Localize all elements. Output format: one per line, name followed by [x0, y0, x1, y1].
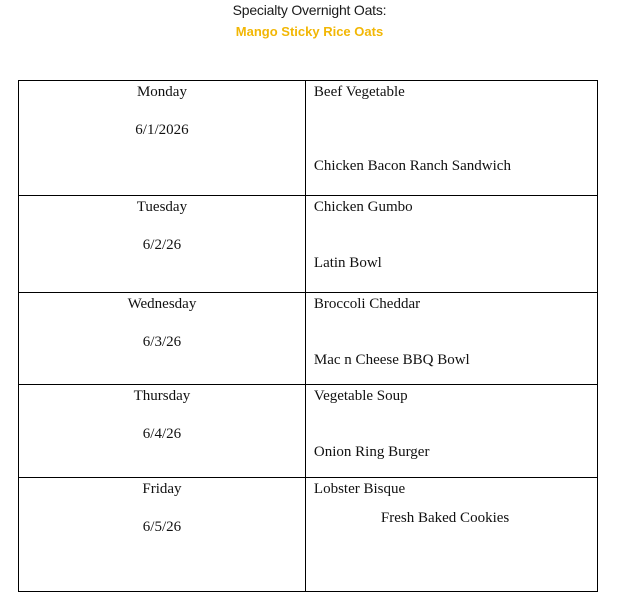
table-row — [19, 196, 598, 293]
day-date: 6/4/26 — [142, 426, 182, 442]
entree-item: Fresh Baked Cookies — [380, 510, 510, 526]
menu-table — [18, 80, 598, 592]
page-subtitle: Mango Sticky Rice Oats — [235, 24, 384, 39]
day-name: Monday — [136, 84, 187, 100]
soup-item: Beef Vegetable — [313, 84, 405, 100]
soup-item: Broccoli Cheddar — [313, 296, 421, 312]
menu-items-cell — [305, 478, 597, 592]
day-name: Tuesday — [136, 199, 188, 215]
day-date: 6/1/2026 — [135, 122, 189, 138]
entree-item: Onion Ring Burger — [313, 444, 430, 460]
menu-items-cell — [305, 385, 597, 478]
table-row — [19, 293, 598, 385]
entree-item: Mac n Cheese BBQ Bowl — [313, 352, 470, 368]
soup-item: Vegetable Soup — [313, 388, 408, 404]
day-cell — [19, 385, 306, 478]
page-title: Specialty Overnight Oats: — [232, 2, 387, 18]
day-cell — [19, 478, 306, 592]
day-cell — [19, 81, 306, 196]
day-date: 6/2/26 — [142, 237, 182, 253]
day-date: 6/5/26 — [142, 519, 182, 535]
day-name: Thursday — [133, 388, 191, 404]
table-row — [19, 81, 598, 196]
menu-items-cell — [305, 81, 597, 196]
entree-item: Chicken Bacon Ranch Sandwich — [313, 158, 511, 174]
entree-item: Latin Bowl — [313, 255, 382, 271]
menu-items-cell — [305, 196, 597, 293]
day-cell — [19, 293, 306, 385]
table-row — [19, 385, 598, 478]
day-name: Wednesday — [127, 296, 197, 312]
day-name: Friday — [142, 481, 182, 497]
menu-items-cell — [305, 293, 597, 385]
day-cell — [19, 196, 306, 293]
soup-item: Chicken Gumbo — [313, 199, 413, 215]
soup-item: Lobster Bisque — [313, 481, 406, 497]
table-row — [19, 478, 598, 592]
day-date: 6/3/26 — [142, 334, 182, 350]
